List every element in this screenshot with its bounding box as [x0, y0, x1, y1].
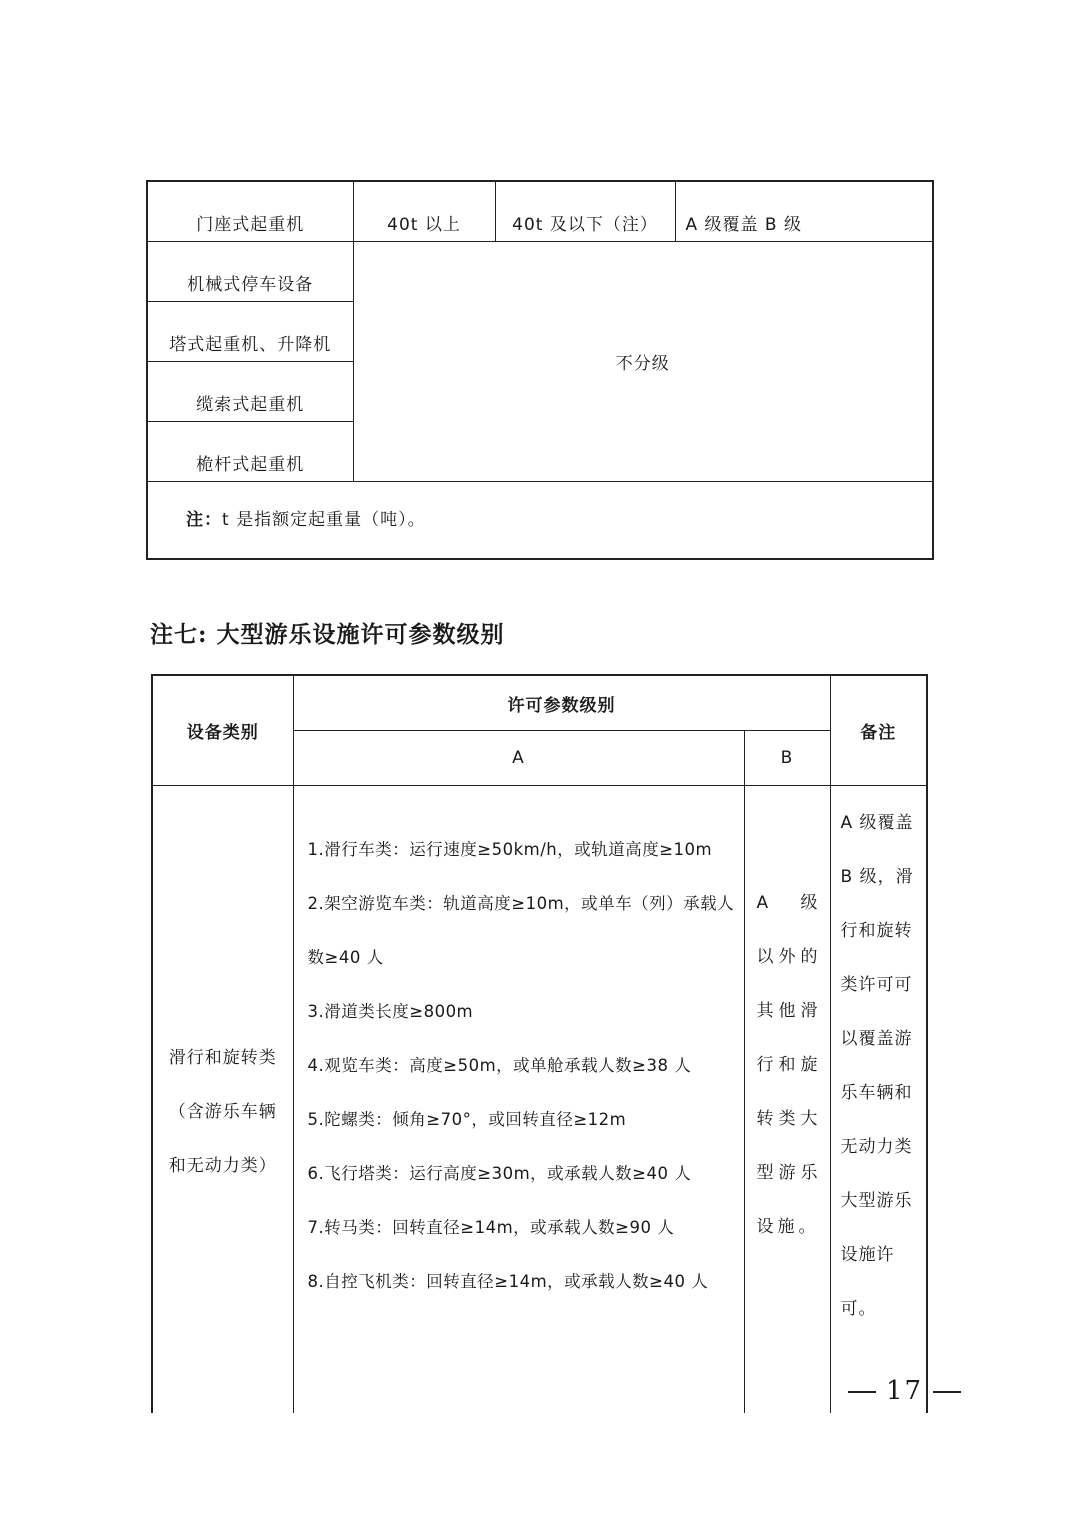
remark-cell: A 级覆盖 B 级，滑行和旋转类许可可以覆盖游乐车辆和无动力类大型游乐设施许可。	[830, 786, 927, 1414]
criteria-item: 7.转马类：回转直径≥14m，或承载人数≥90 人	[307, 1218, 675, 1237]
grade-b-cell: 40t 及以下（注）	[495, 181, 675, 242]
category-line: 滑行和旋转类	[168, 1047, 277, 1068]
table-row	[147, 181, 933, 242]
remark-cell: A 级覆盖 B 级	[675, 181, 933, 242]
criteria-item: 4.观览车类：高度≥50m，或单舱承载人数≥38 人	[307, 1056, 692, 1075]
criteria-item: 3.滑道类长度≥800m	[307, 1002, 474, 1021]
header-permit-level: 许可参数级别	[293, 675, 830, 731]
criteria-item: 2.架空游览车类：轨道高度≥10m，或单车（列）承载人数≥40 人	[307, 894, 735, 967]
equipment-type-cell: 塔式起重机、升降机	[147, 302, 353, 362]
level-a-criteria	[293, 786, 744, 1414]
ungraded-cell: 不分级	[353, 242, 933, 482]
equipment-type-cell: 桅杆式起重机	[147, 422, 353, 482]
level-b-criteria: A 级以外的其他滑行和旋转类大型游乐设施。	[744, 786, 830, 1414]
criteria-item: 6.飞行塔类：运行高度≥30m，或承载人数≥40 人	[307, 1164, 692, 1183]
header-level-a: A	[293, 731, 744, 786]
equipment-type-cell: 缆索式起重机	[147, 362, 353, 422]
category-line: 和无动力类）	[168, 1155, 277, 1176]
table-note	[147, 482, 933, 560]
table-header-row	[152, 675, 927, 731]
header-remark: 备注	[830, 675, 927, 786]
dash-right	[933, 1391, 961, 1393]
table-row	[152, 786, 927, 1414]
header-level-b: B	[744, 731, 830, 786]
section-heading: 注七: 大型游乐设施许可参数级别	[150, 621, 505, 648]
criteria-item: 5.陀螺类：倾角≥70°，或回转直径≥12m	[307, 1110, 627, 1129]
grade-a-cell: 40t 以上	[353, 181, 495, 242]
category-line: （含游乐车辆	[168, 1101, 277, 1122]
table-row	[147, 482, 933, 560]
header-category: 设备类别	[152, 675, 293, 786]
page-number-text: 17	[886, 1376, 924, 1406]
crane-grading-table	[146, 180, 934, 560]
table-row	[147, 242, 933, 302]
page-number	[838, 1376, 971, 1406]
criteria-item: 1.滑行车类：运行速度≥50km/h，或轨道高度≥10m	[307, 840, 713, 859]
equipment-type-cell: 门座式起重机	[147, 181, 353, 242]
category-cell	[152, 786, 293, 1414]
amusement-facility-table	[151, 674, 928, 1413]
note-text: t 是指额定起重量（吨）。	[222, 509, 426, 530]
equipment-type-cell: 机械式停车设备	[147, 242, 353, 302]
note-label: 注：	[186, 509, 222, 530]
dash-left	[848, 1391, 876, 1393]
criteria-item: 8.自控飞机类：回转直径≥14m，或承载人数≥40 人	[307, 1272, 709, 1291]
